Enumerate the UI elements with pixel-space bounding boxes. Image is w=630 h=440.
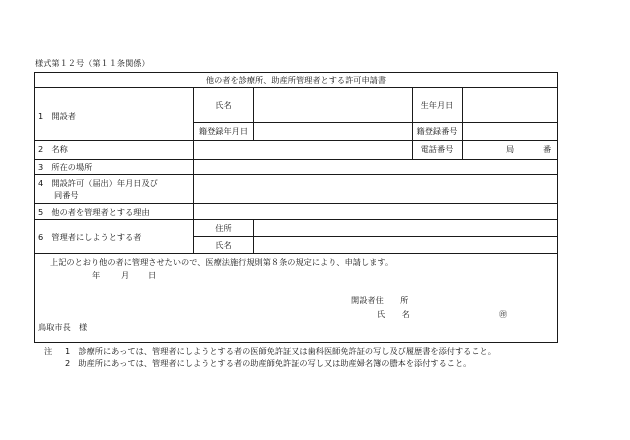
form-title: 他の者を診療所、助産所管理者とする許可申請書 [205, 75, 387, 85]
row1-label: 1 開設者 [38, 111, 76, 121]
table-right-border [557, 72, 558, 343]
table-left-border [34, 72, 35, 343]
date-day-label: 日 [148, 270, 157, 280]
applicant-address-label: 開設者住 所 [351, 295, 409, 305]
founder-reg-no-label: 籍登録番号 [416, 126, 458, 136]
row-divider [34, 219, 558, 220]
applicant-name-label: 氏 名 [377, 309, 410, 319]
row-divider [34, 159, 558, 160]
statement-text: 上記のとおり他の者に管理させたいので、医療法施行規則第８条の規定により、申請します。 [50, 257, 394, 267]
founder-name-label: 氏名 [215, 100, 232, 110]
founder-reg-date-label: 籍登録年月日 [198, 126, 249, 136]
row5-label: 5 他の者を管理者とする理由 [38, 207, 150, 217]
date-year-label: 年 [92, 270, 101, 280]
seal-mark-icon: ㊞ [499, 309, 508, 319]
row-divider [34, 203, 558, 204]
founder-dob-label: 生年月日 [420, 100, 454, 110]
notes-heading: 注 [44, 346, 53, 356]
row2-label: 2 名称 [38, 144, 68, 154]
form-number-label: 様式第１２号（第１１条関係） [35, 58, 150, 68]
row3-label: 3 所在の場所 [38, 162, 93, 172]
date-month-label: 月 [121, 270, 130, 280]
number-label: 番 [543, 144, 552, 154]
row-divider [34, 140, 558, 141]
addressee-label: 鳥取市長 様 [38, 322, 88, 332]
row4-label-line1: 4 開設許可（届出）年月日及び [38, 178, 158, 188]
table-top-border [34, 72, 558, 73]
note-2: 2 助産所にあっては、管理者にしようとする者の助産師免許証の写し又は助産婦名簿の謄本を添付すること。 [65, 358, 472, 368]
row-divider [34, 174, 558, 175]
note-1: 1 診療所にあっては、管理者にしようとする者の医師免許証又は歯科医師免許証の写し及び履歴書を添付すること。 [65, 346, 496, 356]
bureau-label: 局 [506, 144, 515, 154]
row-divider [34, 87, 558, 88]
row6-mid-divider [193, 236, 558, 237]
row6-label: 6 管理者にしようとする者 [38, 232, 142, 242]
row4-label-line2: 同番号 [54, 190, 79, 200]
row-divider [34, 253, 558, 254]
manager-address-label: 住所 [215, 223, 232, 233]
table-bottom-border [34, 342, 558, 343]
row1-mid-divider [193, 122, 558, 123]
row1-inner-divider [253, 87, 254, 140]
manager-name-label: 氏名 [215, 240, 232, 250]
row1-right-divider-2 [462, 87, 463, 159]
phone-label: 電話番号 [420, 144, 454, 154]
